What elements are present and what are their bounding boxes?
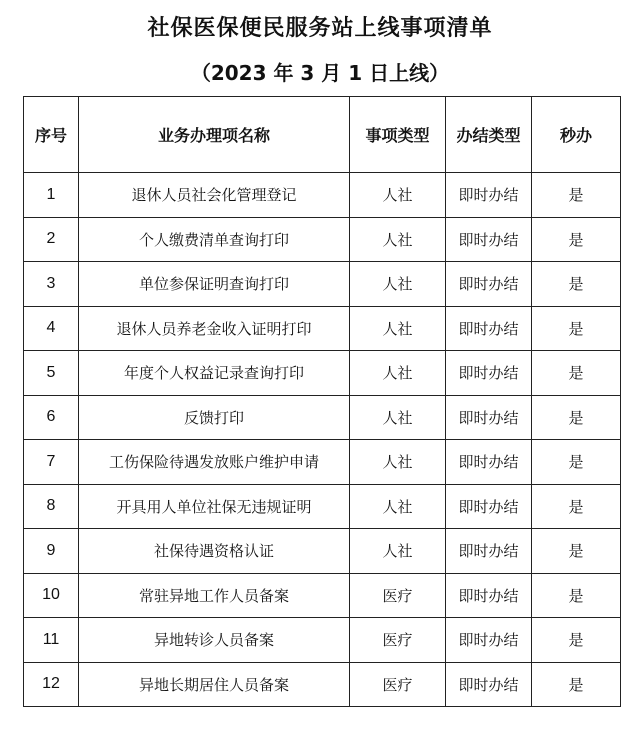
cell-completion-type: 即时办结 xyxy=(446,217,532,262)
cell-item-type: 人社 xyxy=(350,306,446,351)
table-row xyxy=(24,573,621,618)
cell-item-name: 反馈打印 xyxy=(79,395,350,440)
cell-item-type: 医疗 xyxy=(350,573,446,618)
cell-instant: 是 xyxy=(532,217,621,262)
cell-item-type: 人社 xyxy=(350,529,446,574)
cell-completion-type: 即时办结 xyxy=(446,662,532,707)
cell-item-name: 开具用人单位社保无违规证明 xyxy=(79,484,350,529)
cell-instant: 是 xyxy=(532,262,621,307)
page-subtitle: （2023 年 3 月 1 日上线） xyxy=(190,61,450,85)
header-serial-number: 序号 xyxy=(24,97,79,173)
table-row xyxy=(24,306,621,351)
cell-item-type: 医疗 xyxy=(350,618,446,663)
cell-instant: 是 xyxy=(532,351,621,396)
table-row xyxy=(24,440,621,485)
cell-serial-number: 12 xyxy=(24,662,79,707)
cell-serial-number: 8 xyxy=(24,484,79,529)
table-row xyxy=(24,173,621,218)
cell-instant: 是 xyxy=(532,529,621,574)
table-row xyxy=(24,217,621,262)
cell-completion-type: 即时办结 xyxy=(446,440,532,485)
cell-instant: 是 xyxy=(532,173,621,218)
cell-item-name: 异地长期居住人员备案 xyxy=(79,662,350,707)
table-row xyxy=(24,395,621,440)
cell-serial-number: 1 xyxy=(24,173,79,218)
service-items-table xyxy=(23,96,621,707)
cell-item-type: 人社 xyxy=(350,484,446,529)
cell-item-name: 个人缴费清单查询打印 xyxy=(79,217,350,262)
cell-item-name: 社保待遇资格认证 xyxy=(79,529,350,574)
cell-instant: 是 xyxy=(532,484,621,529)
table-row xyxy=(24,262,621,307)
cell-serial-number: 3 xyxy=(24,262,79,307)
table-row xyxy=(24,351,621,396)
table-body xyxy=(24,173,621,707)
cell-item-name: 常驻异地工作人员备案 xyxy=(79,573,350,618)
cell-completion-type: 即时办结 xyxy=(446,484,532,529)
cell-item-type: 人社 xyxy=(350,217,446,262)
cell-serial-number: 9 xyxy=(24,529,79,574)
cell-serial-number: 11 xyxy=(24,618,79,663)
cell-completion-type: 即时办结 xyxy=(446,262,532,307)
cell-instant: 是 xyxy=(532,662,621,707)
header-item-name: 业务办理项名称 xyxy=(79,97,350,173)
cell-completion-type: 即时办结 xyxy=(446,173,532,218)
header-completion-type: 办结类型 xyxy=(446,97,532,173)
cell-item-name: 年度个人权益记录查询打印 xyxy=(79,351,350,396)
table-header-row xyxy=(24,97,621,173)
cell-item-name: 退休人员社会化管理登记 xyxy=(79,173,350,218)
cell-serial-number: 6 xyxy=(24,395,79,440)
cell-completion-type: 即时办结 xyxy=(446,573,532,618)
table-row xyxy=(24,662,621,707)
cell-item-type: 人社 xyxy=(350,440,446,485)
cell-completion-type: 即时办结 xyxy=(446,618,532,663)
cell-completion-type: 即时办结 xyxy=(446,351,532,396)
cell-item-type: 人社 xyxy=(350,395,446,440)
cell-item-type: 人社 xyxy=(350,262,446,307)
cell-instant: 是 xyxy=(532,573,621,618)
cell-item-name: 工伤保险待遇发放账户维护申请 xyxy=(79,440,350,485)
cell-instant: 是 xyxy=(532,618,621,663)
cell-item-name: 退休人员养老金收入证明打印 xyxy=(79,306,350,351)
cell-item-name: 单位参保证明查询打印 xyxy=(79,262,350,307)
cell-item-type: 医疗 xyxy=(350,662,446,707)
page-title: 社保医保便民服务站上线事项清单 xyxy=(147,16,493,41)
cell-completion-type: 即时办结 xyxy=(446,395,532,440)
cell-item-type: 人社 xyxy=(350,173,446,218)
cell-serial-number: 2 xyxy=(24,217,79,262)
cell-serial-number: 10 xyxy=(24,573,79,618)
cell-instant: 是 xyxy=(532,306,621,351)
cell-completion-type: 即时办结 xyxy=(446,529,532,574)
cell-serial-number: 7 xyxy=(24,440,79,485)
cell-serial-number: 5 xyxy=(24,351,79,396)
cell-item-type: 人社 xyxy=(350,351,446,396)
cell-item-name: 异地转诊人员备案 xyxy=(79,618,350,663)
header-item-type: 事项类型 xyxy=(350,97,446,173)
table-row xyxy=(24,529,621,574)
cell-completion-type: 即时办结 xyxy=(446,306,532,351)
cell-instant: 是 xyxy=(532,440,621,485)
cell-serial-number: 4 xyxy=(24,306,79,351)
header-instant: 秒办 xyxy=(532,97,621,173)
table-row xyxy=(24,618,621,663)
table-row xyxy=(24,484,621,529)
cell-instant: 是 xyxy=(532,395,621,440)
